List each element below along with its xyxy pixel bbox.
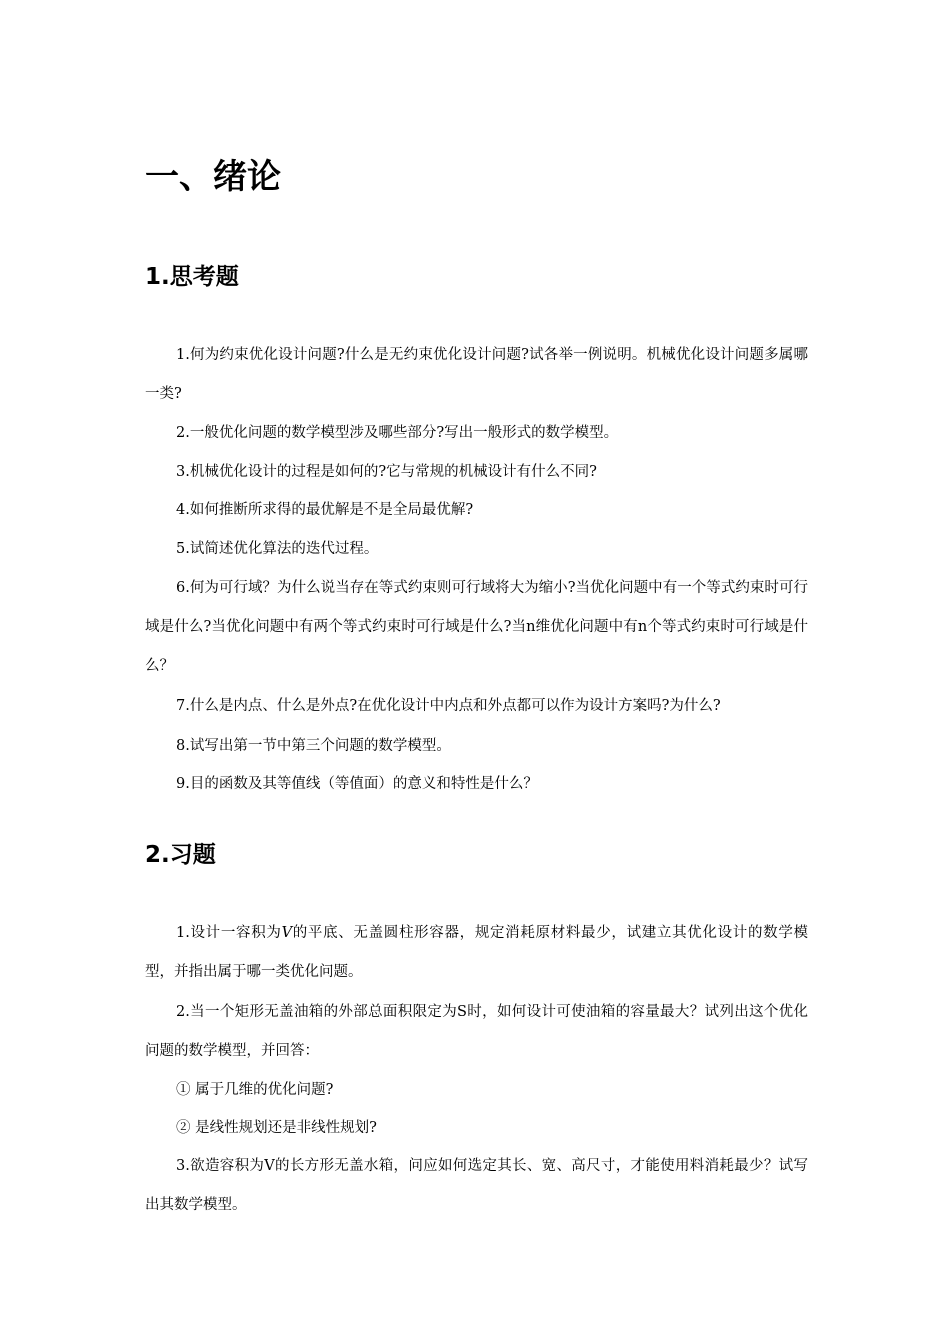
- exercise-2-sub-2: ② 是线性规划还是非线性规划?: [176, 1120, 377, 1136]
- section-heading-thinking-questions: 1.思考题: [145, 264, 239, 290]
- exercise-1: [145, 914, 808, 992]
- exercise-1-text-before: 1.设计一容积为: [176, 925, 282, 941]
- exercise-2: 2.当一个矩形无盖油箱的外部总面积限定为S时，如何设计可使油箱的容量最大？试列出这个优化问题的数学模型，并回答：: [145, 1004, 808, 1059]
- thinking-question-2: 2.一般优化问题的数学模型涉及哪些部分?写出一般形式的数学模型。: [176, 425, 619, 441]
- exercise-1-text-after: 的平底、无盖圆柱形容器，规定消耗原材料最少，试建立其优化设计的数学模型，并指出属于哪一类优化问题。: [145, 925, 808, 980]
- thinking-question-4: 4.如何推断所求得的最优解是不是全局最优解?: [176, 502, 474, 518]
- thinking-question-3: 3.机械优化设计的过程是如何的?它与常规的机械设计有什么不同?: [176, 464, 597, 480]
- section-heading-exercises: 2.习题: [145, 842, 216, 868]
- thinking-question-7: 7.什么是内点、什么是外点?在优化设计中内点和外点都可以作为设计方案吗?为什么?: [176, 698, 721, 714]
- chapter-title: 一、绪论: [145, 157, 281, 197]
- thinking-question-8: 8.试写出第一节中第三个问题的数学模型。: [176, 738, 451, 754]
- thinking-question-9: 9.目的函数及其等值线（等值面）的意义和特性是什么？: [176, 776, 538, 792]
- exercise-1-variable: V: [281, 925, 293, 941]
- thinking-question-1: 1.何为约束优化设计问题?什么是无约束优化设计问题?试各举一例说明。机械优化设计问题多属哪一类?: [145, 347, 808, 402]
- exercise-3: 3.欲造容积为V的长方形无盖水箱，问应如何选定其长、宽、高尺寸，才能使用料消耗最少？试写出其数学模型。: [145, 1158, 808, 1213]
- thinking-question-5: 5.试简述优化算法的迭代过程。: [176, 541, 379, 557]
- thinking-question-6: 6.何为可行域？为什么说当存在等式约束则可行域将大为缩小?当优化问题中有一个等式约束时可行域是什么?当优化问题中有两个等式约束时可行域是什么?当n维优化问题中有n个等式约束时可行域是什么？: [145, 580, 808, 674]
- exercise-2-sub-1: ① 属于几维的优化问题?: [176, 1082, 334, 1098]
